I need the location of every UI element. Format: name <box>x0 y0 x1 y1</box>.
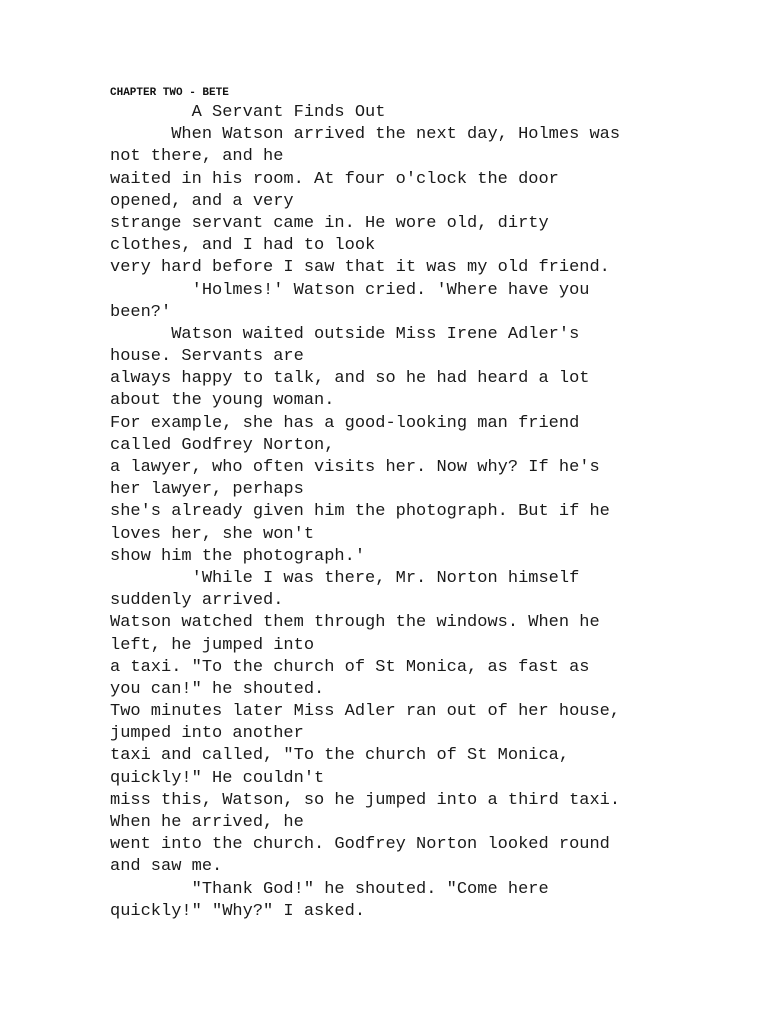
text-line: quickly!" He couldn't <box>110 768 325 788</box>
chapter-label: CHAPTER TWO - BETE <box>110 87 229 99</box>
text-line: she's already given him the photograph. But if he <box>110 502 610 522</box>
text-line: very hard before I saw that it was my old friend. <box>110 258 610 278</box>
text-line: When Watson arrived the next day, Holmes was <box>110 125 621 145</box>
text-line: When he arrived, he <box>110 813 304 832</box>
text-line: called Godfrey Norton, <box>110 435 335 455</box>
text-line: and saw me. <box>110 857 223 877</box>
text-line: waited in his room. At four o'clock the door <box>110 169 559 189</box>
text-line: suddenly arrived. <box>110 591 284 611</box>
chapter-title: A Servant Finds Out <box>110 103 386 122</box>
body-text <box>110 102 760 923</box>
text-line: For example, she has a good-looking man friend <box>110 413 580 433</box>
text-line: a taxi. "To the church of St Monica, as fast as <box>110 657 590 677</box>
text-line: her lawyer, perhaps <box>110 480 304 500</box>
text-line: strange servant came in. He wore old, dirty <box>110 213 549 233</box>
text-line: not there, and he <box>110 147 284 167</box>
text-line: 'Holmes!' Watson cried. 'Where have you <box>110 280 590 300</box>
text-line: a lawyer, who often visits her. Now why? If he's <box>110 458 600 477</box>
text-line: always happy to talk, and so he had heard a lot <box>110 369 590 389</box>
text-line: 'While I was there, Mr. Norton himself <box>110 568 580 588</box>
text-line: quickly!" "Why?" I asked. <box>110 901 366 921</box>
text-line: jumped into another <box>110 724 304 744</box>
text-line: taxi and called, "To the church of St Monica, <box>110 746 570 766</box>
text-line: Watson watched them through the windows. When he <box>110 613 600 633</box>
text-line: clothes, and I had to look <box>110 236 376 256</box>
text-line: left, he jumped into <box>110 635 315 655</box>
text-line: Watson waited outside Miss Irene Adler's <box>110 324 580 344</box>
text-line: went into the church. Godfrey Norton looked round <box>110 835 610 855</box>
text-line: "Thank God!" he shouted. "Come here <box>110 879 549 899</box>
text-line: loves her, she won't <box>110 524 315 544</box>
text-line: about the young woman. <box>110 391 335 411</box>
text-line: opened, and a very <box>110 191 294 211</box>
text-line: Two minutes later Miss Adler ran out of her house, <box>110 702 621 722</box>
text-line: been?' <box>110 302 172 322</box>
text-line: house. Servants are <box>110 347 304 367</box>
text-line: show him the photograph.' <box>110 546 366 566</box>
text-line: you can!" he shouted. <box>110 679 325 699</box>
text-line: miss this, Watson, so he jumped into a third taxi. <box>110 790 621 810</box>
